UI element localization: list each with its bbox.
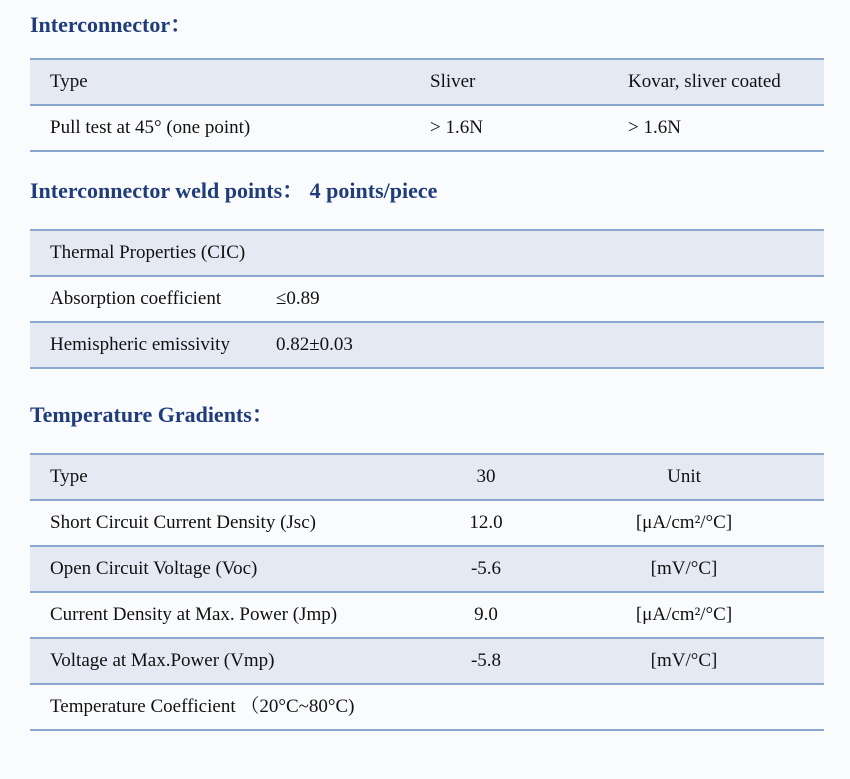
row-value: 12.0 <box>469 512 503 533</box>
row-value: 0.82±0.03 <box>276 334 353 355</box>
table-row <box>30 639 824 685</box>
row-value: 9.0 <box>474 604 498 625</box>
interconnector-table <box>30 58 824 152</box>
header-kovar: Kovar, sliver coated <box>628 71 781 92</box>
table-row <box>30 231 824 277</box>
row-label: Pull test at 45° (one point) <box>50 117 251 138</box>
row-label: Current Density at Max. Power (Jmp) <box>50 604 338 625</box>
row-label: Temperature Coefficient （20°C~80°C) <box>50 696 355 717</box>
interconnector-heading: Interconnector： <box>30 12 193 37</box>
row-unit: [μA/cm²/°C] <box>635 604 733 625</box>
temperature-heading: Temperature Gradients： <box>30 402 274 427</box>
header-type: Type <box>50 466 88 487</box>
header-type: Type <box>50 71 88 92</box>
table-row <box>30 593 824 639</box>
header-sliver: Sliver <box>430 71 476 92</box>
row-label: Voltage at Max.Power (Vmp) <box>50 650 275 671</box>
row-value: -5.8 <box>470 650 502 671</box>
row-value: -5.6 <box>470 558 502 579</box>
row-label: Short Circuit Current Density (Jsc) <box>50 512 316 533</box>
weld-points-heading: Interconnector weld points： 4 points/piece <box>30 178 438 203</box>
table-row <box>30 685 824 731</box>
header-30: 30 <box>476 466 496 487</box>
row-unit: [mV/°C] <box>650 650 718 671</box>
table-row <box>30 277 824 323</box>
row-label: Hemispheric emissivity <box>50 334 230 355</box>
row-label: Open Circuit Voltage (Voc) <box>50 558 258 579</box>
table-row <box>30 323 824 369</box>
table-row <box>30 106 824 152</box>
thermal-table <box>30 229 824 369</box>
table-row <box>30 547 824 593</box>
table-header-row <box>30 455 824 501</box>
header-unit: Unit <box>667 466 701 487</box>
table-header-row <box>30 60 824 106</box>
row-label: Absorption coefficient <box>50 288 222 309</box>
row-label: Thermal Properties (CIC) <box>50 242 246 263</box>
row-unit: [μA/cm²/°C] <box>635 512 733 533</box>
temperature-table <box>30 453 824 731</box>
row-value-sliver: > 1.6N <box>430 117 483 138</box>
table-row <box>30 501 824 547</box>
row-value-kovar: > 1.6N <box>628 117 681 138</box>
row-value: ≤0.89 <box>276 288 320 309</box>
row-unit: [mV/°C] <box>650 558 718 579</box>
